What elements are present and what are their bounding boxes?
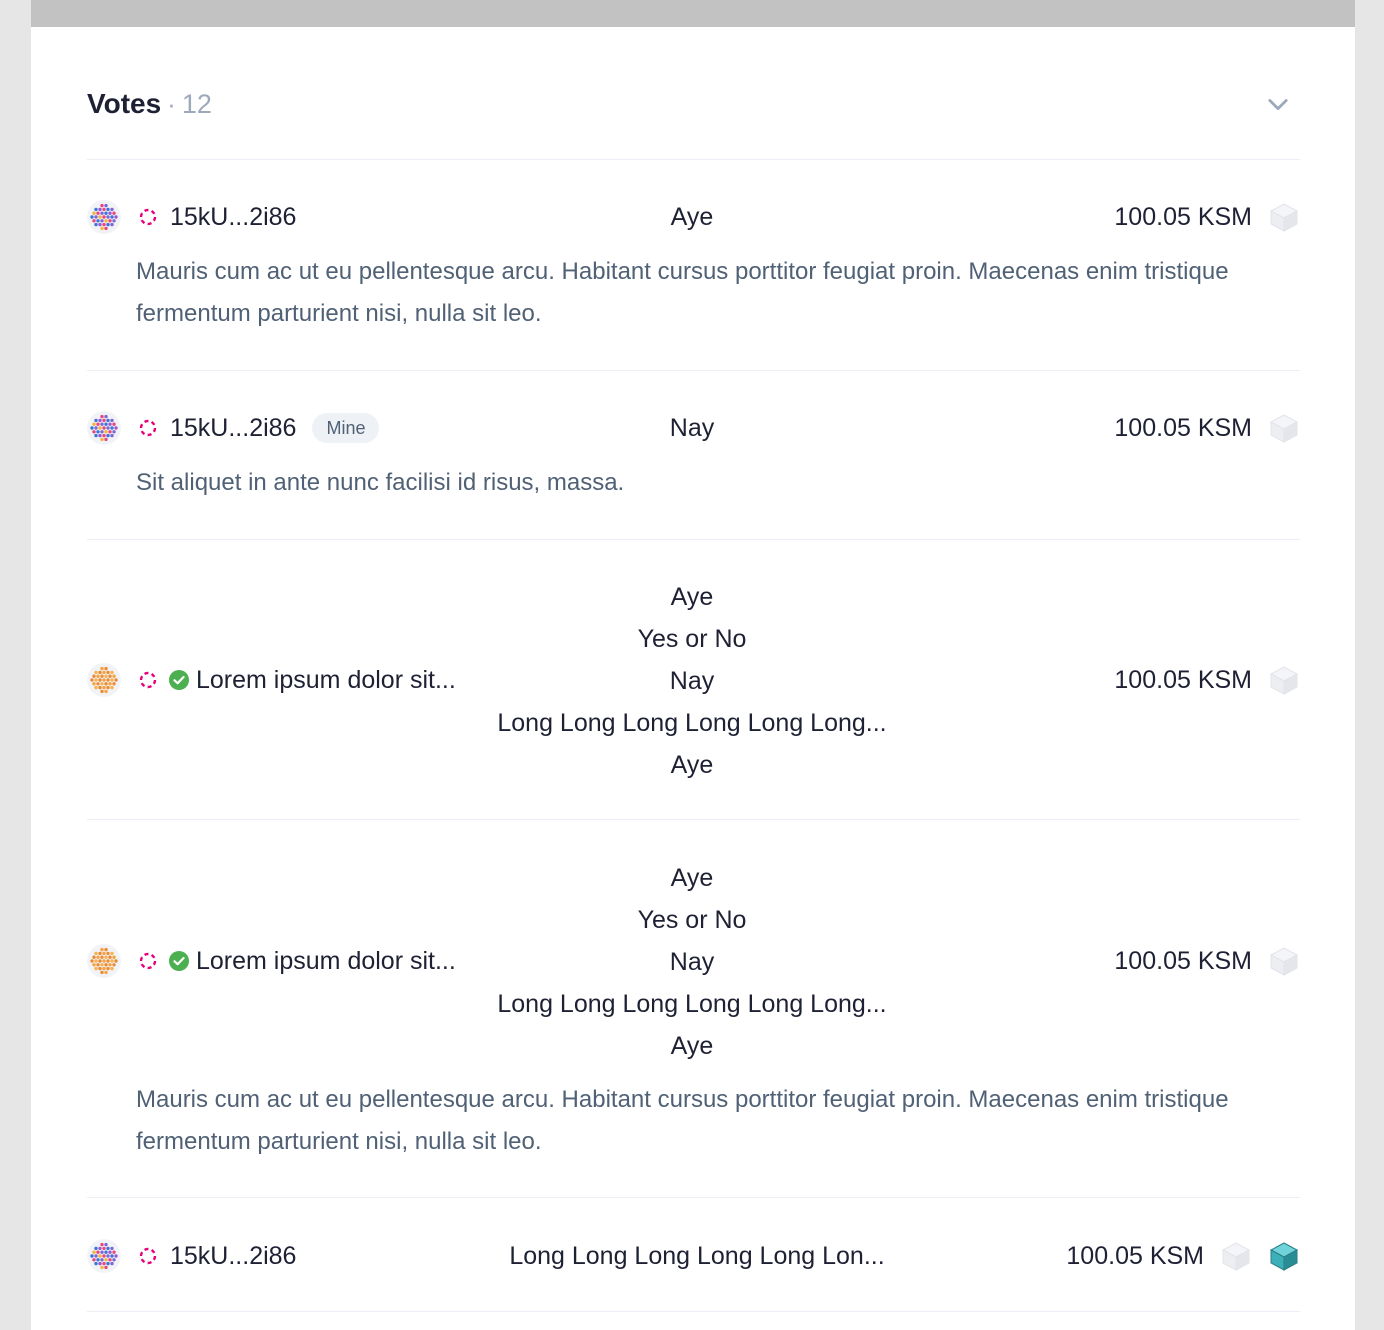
- vote-choice: Aye: [670, 203, 714, 231]
- vote-amount: 100.05 KSM: [1114, 413, 1252, 442]
- vote-choices: [447, 576, 937, 786]
- vote-choice: Aye: [670, 1032, 714, 1060]
- voter[interactable]: [87, 196, 296, 238]
- vote-amount-group: [1114, 407, 1300, 449]
- voter-name[interactable]: Lorem ipsum dolor sit...: [196, 665, 456, 694]
- verified-check-icon: [168, 950, 190, 972]
- verified-check-icon: [168, 669, 190, 691]
- vote-amount-group: [1114, 940, 1300, 982]
- vote-choice: Aye: [670, 751, 714, 779]
- voter[interactable]: [87, 940, 456, 982]
- identicon-avatar: [87, 663, 121, 697]
- vote-choices: [447, 857, 937, 1067]
- top-scroll-bar: [31, 0, 1355, 27]
- vote-choice: Yes or No: [637, 906, 747, 934]
- voter-address[interactable]: 15kU...2i86: [170, 413, 297, 442]
- teal-cube-icon[interactable]: [1268, 1240, 1300, 1272]
- voter-name[interactable]: Lorem ipsum dolor sit...: [196, 946, 456, 975]
- polkadot-chain-icon: [136, 1244, 160, 1268]
- vote-choices: [447, 407, 937, 449]
- vote-choice: Nay: [669, 948, 715, 976]
- vote-amount: 100.05 KSM: [1114, 946, 1252, 975]
- voter-address[interactable]: 15kU...2i86: [170, 1241, 297, 1270]
- divider: [87, 159, 1300, 160]
- vote-amount: 100.05 KSM: [1066, 1241, 1204, 1270]
- cube-icon[interactable]: [1268, 412, 1300, 444]
- vote-choice: Nay: [669, 667, 715, 695]
- voter[interactable]: [87, 1235, 296, 1277]
- polkadot-chain-icon: [136, 205, 160, 229]
- votes-heading: [87, 88, 212, 120]
- votes-title: Votes: [87, 88, 162, 119]
- vote-comment: Sit aliquet in ante nunc facilisi id risus, massa.: [136, 469, 625, 496]
- polkadot-chain-icon: [136, 668, 160, 692]
- vote-choice: Aye: [670, 864, 714, 892]
- vote-row: [87, 407, 1300, 496]
- vote-amount: 100.05 KSM: [1114, 202, 1252, 231]
- identicon-avatar: [87, 411, 121, 445]
- cube-icon[interactable]: [1268, 945, 1300, 977]
- vote-choice: Nay: [669, 414, 715, 442]
- divider: [87, 539, 1300, 540]
- cube-icon[interactable]: [1268, 201, 1300, 233]
- divider: [87, 370, 1300, 371]
- vote-choices: [447, 196, 937, 238]
- vote-comment: Mauris cum ac ut eu pellentesque arcu. Habitant cursus porttitor feugiat proin. Maecenas enim tristique fermentum parturient nisi, nulla sit leo.: [136, 258, 1229, 327]
- vote-choice: Long Long Long Long Long Lon...: [509, 1242, 885, 1270]
- vote-choice: Long Long Long Long Long Long...: [497, 709, 887, 737]
- identicon-avatar: [87, 1239, 121, 1273]
- voter[interactable]: [87, 407, 379, 449]
- cube-icon[interactable]: [1220, 1240, 1252, 1272]
- voter[interactable]: [87, 659, 456, 701]
- vote-choice: Aye: [670, 583, 714, 611]
- vote-comment: Mauris cum ac ut eu pellentesque arcu. Habitant cursus porttitor feugiat proin. Maecenas enim tristique fermentum parturient nisi, nulla sit leo.: [136, 1086, 1229, 1155]
- vote-amount-group: [1114, 659, 1300, 701]
- chevron-down-icon[interactable]: [1264, 90, 1292, 118]
- votes-header[interactable]: [87, 77, 1300, 131]
- vote-choice: Yes or No: [637, 625, 747, 653]
- vote-choice: Long Long Long Long Long Long...: [497, 990, 887, 1018]
- vote-amount-group: [1066, 1235, 1300, 1277]
- divider: [87, 1311, 1300, 1312]
- voter-address[interactable]: 15kU...2i86: [170, 202, 297, 231]
- polkadot-chain-icon: [136, 949, 160, 973]
- mine-badge: Mine: [312, 413, 379, 443]
- vote-row: [87, 1235, 1300, 1277]
- identicon-avatar: [87, 200, 121, 234]
- vote-row: [87, 196, 1300, 327]
- votes-separator: ·: [167, 89, 176, 119]
- polkadot-chain-icon: [136, 416, 160, 440]
- votes-count: 12: [181, 89, 212, 119]
- vote-choices: [452, 1235, 942, 1277]
- cube-icon[interactable]: [1268, 664, 1300, 696]
- vote-amount: 100.05 KSM: [1114, 665, 1252, 694]
- vote-amount-group: [1114, 196, 1300, 238]
- votes-card: [31, 27, 1355, 1330]
- identicon-avatar: [87, 944, 121, 978]
- divider: [87, 819, 1300, 820]
- divider: [87, 1197, 1300, 1198]
